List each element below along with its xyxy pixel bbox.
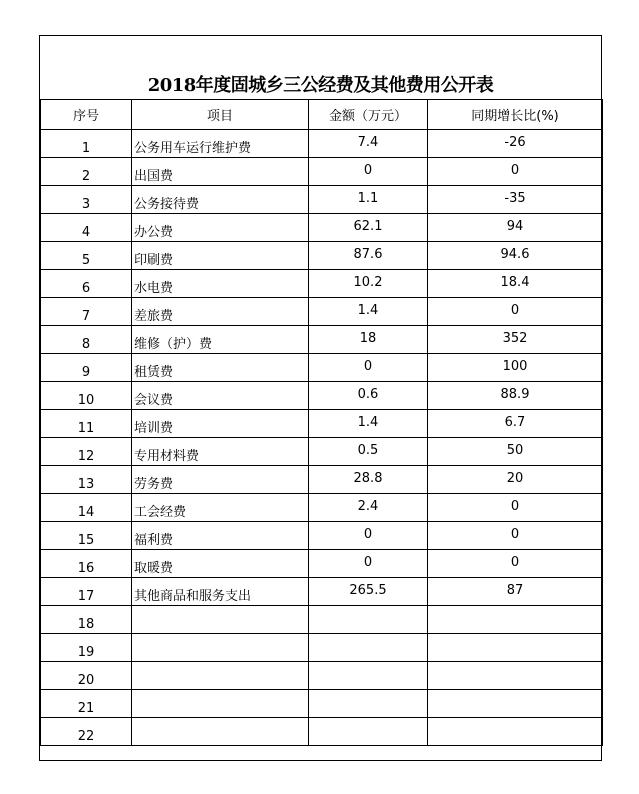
row-amount-cell[interactable]: 0: [309, 550, 428, 578]
row-amount-cell[interactable]: 0: [309, 354, 428, 382]
row-item-cell[interactable]: [132, 690, 309, 718]
row-item-cell[interactable]: 出国费: [132, 158, 309, 186]
row-amount-cell[interactable]: 1.4: [309, 298, 428, 326]
row-amount-cell[interactable]: 1.1: [309, 186, 428, 214]
row-seq-cell[interactable]: 10: [41, 382, 132, 410]
row-seq-cell[interactable]: 17: [41, 578, 132, 606]
table-row: [41, 158, 603, 186]
row-seq-cell[interactable]: 6: [41, 270, 132, 298]
header-growth[interactable]: 同期增长比(%): [428, 100, 603, 130]
table-row: [41, 382, 603, 410]
row-item-cell[interactable]: 劳务费: [132, 466, 309, 494]
row-growth-cell[interactable]: 94: [428, 214, 603, 242]
row-growth-cell[interactable]: 0: [428, 298, 603, 326]
row-growth-cell[interactable]: 100: [428, 354, 603, 382]
table-row: [41, 298, 603, 326]
row-amount-cell[interactable]: 18: [309, 326, 428, 354]
row-growth-cell[interactable]: 0: [428, 158, 603, 186]
row-growth-cell[interactable]: 0: [428, 522, 603, 550]
table-row: [41, 354, 603, 382]
table-row: [41, 718, 603, 746]
table-row: [41, 522, 603, 550]
table-row: [41, 438, 603, 466]
row-seq-cell[interactable]: 14: [41, 494, 132, 522]
row-item-cell[interactable]: 办公费: [132, 214, 309, 242]
header-row: [41, 100, 603, 130]
row-amount-cell[interactable]: [309, 634, 428, 662]
row-seq-cell[interactable]: 2: [41, 158, 132, 186]
row-growth-cell[interactable]: [428, 718, 603, 746]
row-seq-cell[interactable]: 16: [41, 550, 132, 578]
row-seq-cell[interactable]: 21: [41, 690, 132, 718]
header-item[interactable]: 项目: [132, 100, 309, 130]
table-body: [41, 100, 603, 746]
row-seq-cell[interactable]: 8: [41, 326, 132, 354]
header-seq[interactable]: 序号: [41, 100, 132, 130]
row-amount-cell[interactable]: 7.4: [309, 130, 428, 158]
table-row: [41, 214, 603, 242]
table-row: [41, 606, 603, 634]
row-growth-cell[interactable]: 0: [428, 494, 603, 522]
row-item-cell[interactable]: [132, 718, 309, 746]
row-item-cell[interactable]: [132, 634, 309, 662]
row-amount-cell[interactable]: 10.2: [309, 270, 428, 298]
row-growth-cell[interactable]: 50: [428, 438, 603, 466]
row-seq-cell[interactable]: 19: [41, 634, 132, 662]
row-amount-cell[interactable]: [309, 606, 428, 634]
row-item-cell[interactable]: 取暖费: [132, 550, 309, 578]
row-seq-cell[interactable]: 18: [41, 606, 132, 634]
table-row: [41, 494, 603, 522]
row-item-cell[interactable]: [132, 662, 309, 690]
table-row: [41, 242, 603, 270]
row-amount-cell[interactable]: 62.1: [309, 214, 428, 242]
row-amount-cell[interactable]: [309, 690, 428, 718]
table-row: [41, 466, 603, 494]
table-row: [41, 578, 603, 606]
row-item-cell[interactable]: 印刷费: [132, 242, 309, 270]
row-growth-cell[interactable]: 18.4: [428, 270, 603, 298]
row-item-cell[interactable]: 差旅费: [132, 298, 309, 326]
row-item-cell[interactable]: 公务用车运行维护费: [132, 130, 309, 158]
row-amount-cell[interactable]: 28.8: [309, 466, 428, 494]
row-item-cell[interactable]: 工会经费: [132, 494, 309, 522]
row-item-cell[interactable]: 维修（护）费: [132, 326, 309, 354]
row-growth-cell[interactable]: 94.6: [428, 242, 603, 270]
row-amount-cell[interactable]: 1.4: [309, 410, 428, 438]
row-item-cell[interactable]: 福利费: [132, 522, 309, 550]
row-seq-cell[interactable]: 5: [41, 242, 132, 270]
row-growth-cell[interactable]: 88.9: [428, 382, 603, 410]
row-amount-cell[interactable]: 0: [309, 158, 428, 186]
row-amount-cell[interactable]: [309, 718, 428, 746]
row-growth-cell[interactable]: 87: [428, 578, 603, 606]
row-amount-cell[interactable]: 265.5: [309, 578, 428, 606]
table-title: 2018年度固城乡三公经费及其他费用公开表: [147, 75, 494, 96]
header-amount[interactable]: 金额（万元）: [309, 100, 428, 130]
table-row: [41, 690, 603, 718]
table-row: [41, 662, 603, 690]
row-growth-cell[interactable]: [428, 606, 603, 634]
row-item-cell[interactable]: 会议费: [132, 382, 309, 410]
row-item-cell[interactable]: 培训费: [132, 410, 309, 438]
row-amount-cell[interactable]: 2.4: [309, 494, 428, 522]
row-amount-cell[interactable]: [309, 662, 428, 690]
expense-table: [40, 99, 603, 746]
row-item-cell[interactable]: 水电费: [132, 270, 309, 298]
table-row: [41, 326, 603, 354]
row-item-cell[interactable]: [132, 606, 309, 634]
row-amount-cell[interactable]: 87.6: [309, 242, 428, 270]
table-row: [41, 550, 603, 578]
row-amount-cell[interactable]: 0.6: [309, 382, 428, 410]
row-growth-cell[interactable]: 20: [428, 466, 603, 494]
row-growth-cell[interactable]: -35: [428, 186, 603, 214]
row-growth-cell[interactable]: 352: [428, 326, 603, 354]
row-seq-cell[interactable]: 7: [41, 298, 132, 326]
row-growth-cell[interactable]: [428, 662, 603, 690]
row-growth-cell[interactable]: -26: [428, 130, 603, 158]
row-seq-cell[interactable]: 15: [41, 522, 132, 550]
row-amount-cell[interactable]: 0.5: [309, 438, 428, 466]
row-seq-cell[interactable]: 11: [41, 410, 132, 438]
table-row: [41, 270, 603, 298]
row-growth-cell[interactable]: 0: [428, 550, 603, 578]
row-seq-cell[interactable]: 12: [41, 438, 132, 466]
row-seq-cell[interactable]: 9: [41, 354, 132, 382]
table-row: [41, 186, 603, 214]
row-item-cell[interactable]: 其他商品和服务支出: [132, 578, 309, 606]
row-seq-cell[interactable]: 13: [41, 466, 132, 494]
row-seq-cell[interactable]: 3: [41, 186, 132, 214]
row-seq-cell[interactable]: 20: [41, 662, 132, 690]
table-row: [41, 130, 603, 158]
row-seq-cell[interactable]: 1: [41, 130, 132, 158]
row-item-cell[interactable]: 公务接待费: [132, 186, 309, 214]
row-seq-cell[interactable]: 4: [41, 214, 132, 242]
row-growth-cell[interactable]: [428, 690, 603, 718]
row-item-cell[interactable]: 专用材料费: [132, 438, 309, 466]
row-growth-cell[interactable]: [428, 634, 603, 662]
table-row: [41, 410, 603, 438]
row-item-cell[interactable]: 租赁费: [132, 354, 309, 382]
row-seq-cell[interactable]: 22: [41, 718, 132, 746]
table-row: [41, 634, 603, 662]
spreadsheet-sheet: [39, 35, 602, 761]
row-amount-cell[interactable]: 0: [309, 522, 428, 550]
row-growth-cell[interactable]: 6.7: [428, 410, 603, 438]
title-row: [40, 36, 601, 99]
